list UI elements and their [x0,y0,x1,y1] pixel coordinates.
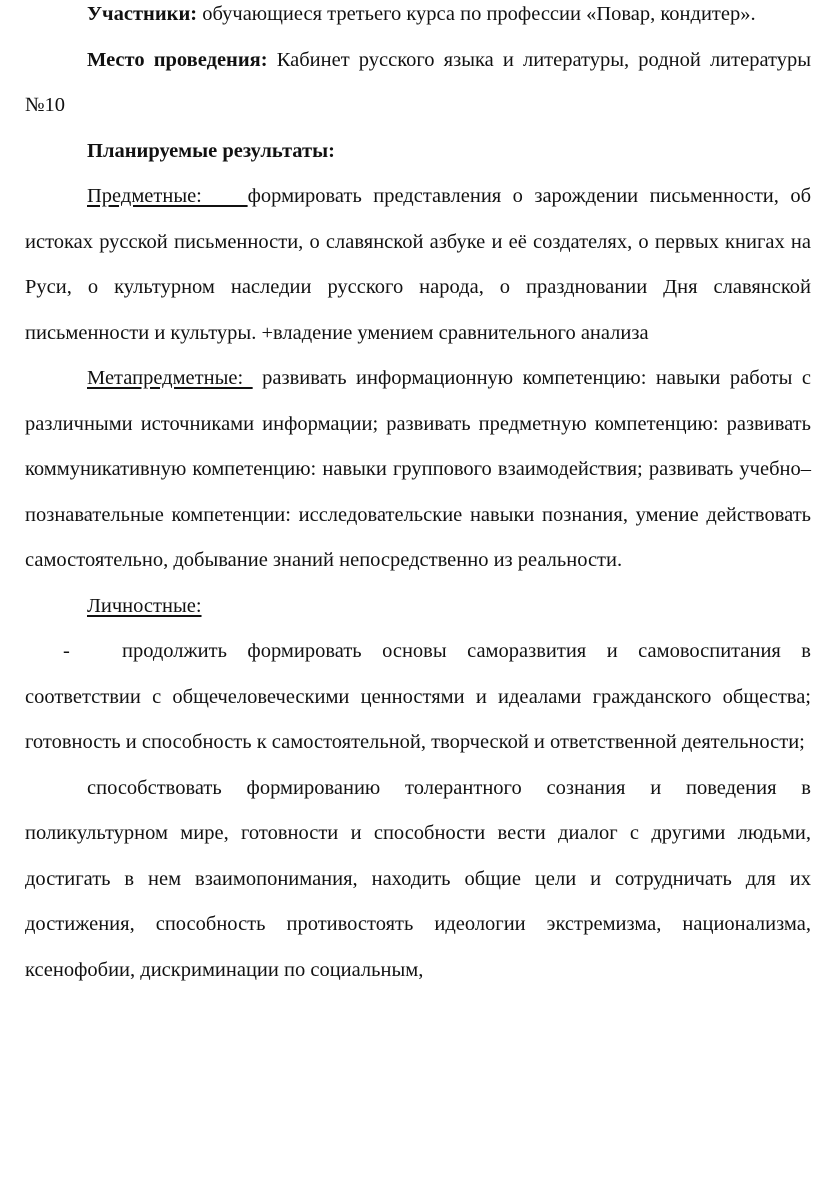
personal-results-label-paragraph [25,584,811,630]
metasubject-results-paragraph [25,356,811,584]
personal-item-1-text: продолжить формировать основы саморазвития и самовоспитания в соответствии с общечеловеческими ценностями и идеалами гражданского общества; готовность и способность к самостоятельной, творческой и ответственной деятельности; [25,640,811,753]
personal-results-label: Личностные: [87,594,202,617]
venue-label: Место проведения: [87,48,268,71]
subject-results-paragraph [25,174,811,356]
participants-text: обучающиеся третьего курса по профессии «Повар, кондитер». [197,3,756,25]
participants-paragraph [25,0,811,38]
results-heading: Планируемые результаты: [87,139,335,162]
venue-paragraph [25,38,811,129]
metasubject-results-label: Метапредметные: [87,367,253,389]
personal-item-1 [25,629,811,766]
personal-item-2-text: способствовать формированию толерантного сознания и поведения в поликультурном мире, готовности и способности вести диалог с другими людьми, достигать в нем взаимопонимания, находить общие цели и сотрудничать для их достижения, способность противостоять идеологии экстремизма, национализма, ксенофобии, дискриминации по социальным, [25,776,811,981]
results-heading-paragraph [25,129,811,175]
participants-label: Участники: [87,3,198,25]
personal-item-2 [25,766,811,994]
list-dash: - [63,640,70,662]
venue-text: Кабинет русского языка и литературы, родной литературы №10 [25,48,811,116]
subject-results-text: формировать представления о зарождении письменности, об истоках русской письменности, о славянской азбуке и её создателях, о первых книгах на Руси, о культурном наследии русского народа, о праздновании Дня славянской письменности и культуры. +владение умением сравнительного анализа [25,185,811,344]
subject-results-label: Предметные: [87,185,248,207]
metasubject-results-text: развивать информационную компетенцию: навыки работы с различными источниками информации; развивать предметную компетенцию: развивать коммуникативную компетенцию: навыки группового взаимодействия; развивать учебно–познавательные компетенции: исследовательские навыки познания, умение действовать самостоятельно, добывание знаний непосредственно из реальности. [25,367,811,571]
